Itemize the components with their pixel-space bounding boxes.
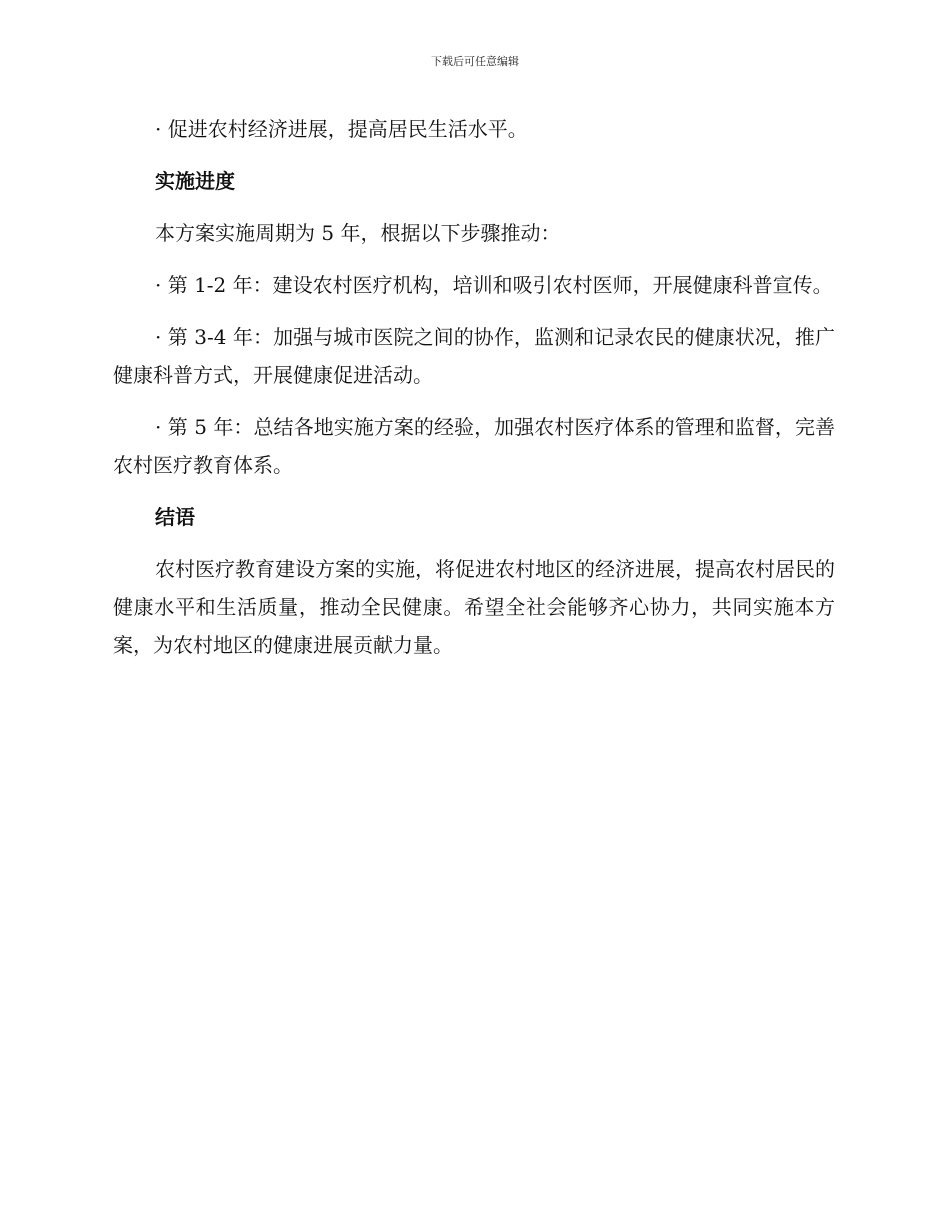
- paragraph-economic-goal: · 促进农村经济进展，提高居民生活水平。: [155, 117, 528, 141]
- paragraph-phase-years-1-2: · 第 1-2 年：建设农村医疗机构，培训和吸引农村医师，开展健康科普宣传。: [155, 273, 833, 297]
- paragraph-schedule-intro: 本方案实施周期为 5 年，根据以下步骤推动：: [155, 221, 561, 245]
- section-heading-conclusion: 结语: [155, 505, 195, 529]
- page-header-note: 下载后可任意编辑: [431, 55, 519, 68]
- paragraph-conclusion: 农村医疗教育建设方案的实施，将促进农村地区的经济进展，提高农村居民的健康水平和生活质量，推动全民健康。希望全社会能够齐心协力，共同实施本方案，为农村地区的健康进展贡献力量。: [113, 557, 835, 657]
- document-body: [113, 110, 835, 678]
- section-heading-schedule: 实施进度: [155, 169, 235, 193]
- paragraph-phase-years-3-4: · 第 3-4 年：加强与城市医院之间的协作，监测和记录农民的健康状况，推广健康科普方式，开展健康促进活动。: [113, 325, 835, 387]
- paragraph-phase-year-5: · 第 5 年：总结各地实施方案的经验，加强农村医疗体系的管理和监督，完善农村医疗教育体系。: [113, 415, 835, 477]
